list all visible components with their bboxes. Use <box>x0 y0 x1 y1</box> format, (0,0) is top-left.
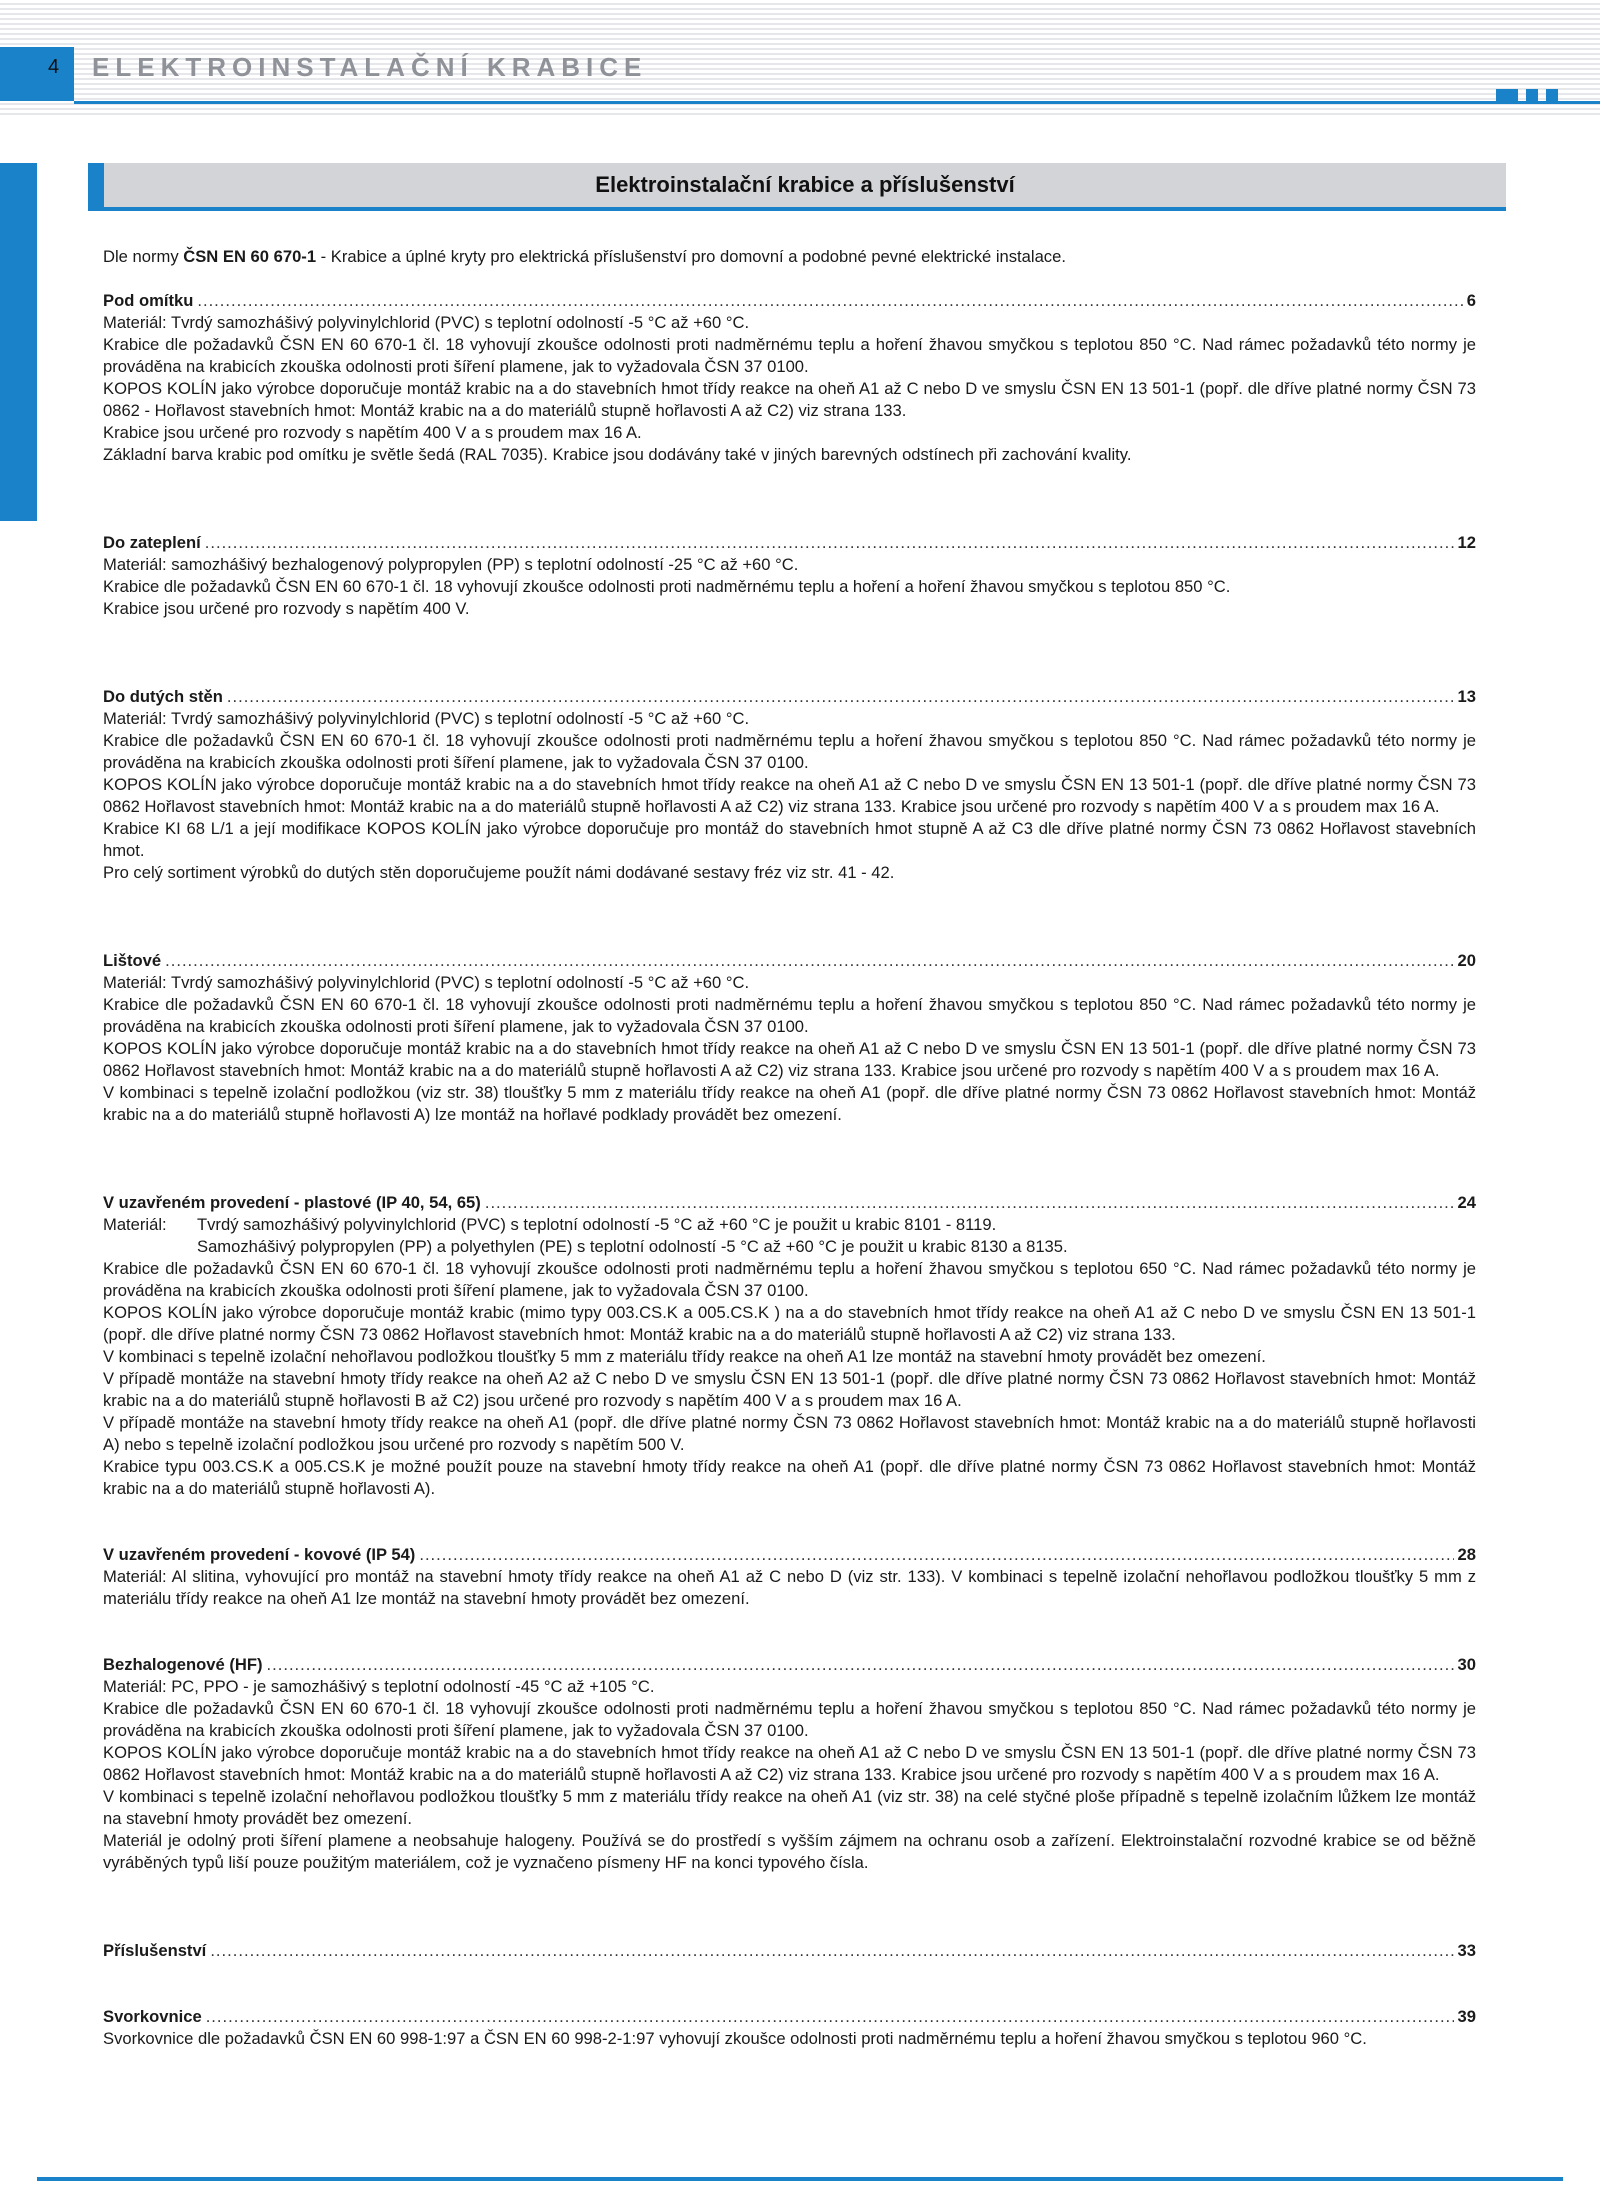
section-page-number: 30 <box>1457 1655 1476 1674</box>
section-heading: Do zateplení <box>103 533 201 552</box>
section-do-zatepleni <box>103 532 1476 620</box>
section-page-number: 13 <box>1457 687 1476 706</box>
toc-leader <box>267 1654 1454 1676</box>
section-line: Krabice typu 003.CS.K a 005.CS.K je možné použít pouze na stavební hmoty třídy reakce na oheň A1 (popř. dle dříve platné normy ČSN 73 0862 Hořlavost stavebních hmot: Montáž krabic na a do materiálů stupně hořlavosti A). <box>103 1457 1476 1498</box>
section-line: Základní barva krabic pod omítku je světle šedá (RAL 7035). Krabice jsou dodávány také v jiných barevných odstínech při zachování kvality. <box>103 445 1132 464</box>
section-heading: Do dutých stěn <box>103 687 223 706</box>
toc-leader <box>165 950 1453 972</box>
toc-entry <box>103 950 1476 972</box>
toc-entry <box>103 2006 1476 2028</box>
side-accent-bar <box>0 163 37 521</box>
section-heading: Svorkovnice <box>103 2007 202 2026</box>
section-line: V kombinaci s tepelně izolační podložkou (viz str. 38) tloušťky 5 mm z materiálu třídy reakce na oheň A1 (popř. dle dříve platné normy ČSN 73 0862 Hořlavost stavebních hmot: Montáž krabic na a do materiálů stupně hořlavosti A) lze montáž na hořlavé podklady provádět bez omezení. <box>103 1083 1476 1124</box>
section-line: KOPOS KOLÍN jako výrobce doporučuje montáž krabic (mimo typy 003.CS.K a 005.CS.K ) na a do stavebních hmot třídy reakce na oheň A1 až C nebo D ve smyslu ČSN EN 13 501-1 (popř. dle dříve platné normy ČSN 73 0862 Hořlavost stavebních hmot: Montáž krabic na a do materiálů stupně hořlavosti A až C2) viz strana 133. <box>103 1303 1476 1344</box>
section-line: V případě montáže na stavební hmoty třídy reakce na oheň A2 až C nebo D ve smyslu ČSN EN 13 501-1 (popř. dle dříve platné normy ČSN 73 0862 Hořlavost stavebních hmot: Montáž krabic na a do materiálů stupně hořlavosti B až C2) jsou určené pro rozvody s napětím 400 V a s proudem max 16 A. <box>103 1369 1476 1410</box>
section-page-number: 28 <box>1457 1545 1476 1564</box>
header-rule <box>74 101 1600 104</box>
toc-entry <box>103 532 1476 554</box>
page-number: 4 <box>48 56 60 78</box>
section-line: Krabice jsou určené pro rozvody s napětím 400 V a s proudem max 16 A. <box>103 423 642 442</box>
toc-leader <box>227 686 1454 708</box>
material-value: Tvrdý samozhášivý polyvinylchlorid (PVC) s teplotní odolností -5 °C až +60 °C je použit u krabic 8101 - 8119. <box>197 1215 997 1234</box>
section-line: Krabice jsou určené pro rozvody s napětím 400 V. <box>103 599 470 618</box>
section-line: V kombinaci s tepelně izolační nehořlavou podložkou tloušťky 5 mm z materiálu třídy reakce na oheň A1 (viz str. 38) na celé styčné ploše případně s tepelně izolačním lůžkem lze montáž na stavební hmoty provádět bez omezení. <box>103 1787 1476 1828</box>
section-title: Elektroinstalační krabice a příslušenství <box>88 163 1506 211</box>
section-svorkovnice <box>103 2006 1476 2050</box>
section-line: V kombinaci s tepelně izolační nehořlavou podložkou tloušťky 5 mm z materiálu třídy reakce na oheň A1 lze montáž na stavební hmoty provádět bez omezení. <box>103 1347 1266 1366</box>
section-line: Materiál je odolný proti šíření plamene a neobsahuje halogeny. Používá se do prostředí s vyšším zájmem na ochranu osob a zařízení. Elektroinstalační rozvodné krabice se od běžně vyráběných typů liší pouze použitým materiálem, což je vyznačeno písmeny HF na konci typového čísla. <box>103 1831 1476 1872</box>
section-line: Materiál: Tvrdý samozhášivý polyvinylchlorid (PVC) s teplotní odolností -5 °C až +60 °C. <box>103 313 750 332</box>
toc-entry <box>103 1940 1476 1962</box>
section-heading: V uzavřeném provedení - plastové (IP 40, 54, 65) <box>103 1193 481 1212</box>
toc-leader <box>197 290 1462 312</box>
toc-leader <box>205 532 1454 554</box>
section-line: Materiál: Al slitina, vyhovující pro montáž na stavební hmoty třídy reakce na oheň A1 až C nebo D (viz str. 133). V kombinaci s tepelně izolační nehořlavou podložkou tloušťky 5 mm z materiálu třídy reakce na oheň A1 lze montáž na stavební hmoty provádět bez omezení. <box>103 1567 1476 1608</box>
section-line: V případě montáže na stavební hmoty třídy reakce na oheň A1 (popř. dle dříve platné normy ČSN 73 0862 Hořlavost stavebních hmot: Montáž krabic na a do materiálů stupně hořlavosti A) nebo s tepelně izolační podložkou jsou určené pro rozvody s napětím 500 V. <box>103 1413 1476 1454</box>
material-row <box>103 1214 1476 1236</box>
intro-norm: ČSN EN 60 670-1 <box>183 247 317 266</box>
page-content <box>103 246 1476 2050</box>
section-heading: Bezhalogenové (HF) <box>103 1655 263 1674</box>
section-heading: Příslušenství <box>103 1941 207 1960</box>
section-do-dutych-sten <box>103 686 1476 884</box>
section-bezhalogenove <box>103 1654 1476 1874</box>
section-heading: V uzavřeném provedení - kovové (IP 54) <box>103 1545 416 1564</box>
section-page-number: 39 <box>1457 2007 1476 2026</box>
toc-entry <box>103 1654 1476 1676</box>
toc-leader <box>419 1544 1453 1566</box>
section-page-number: 12 <box>1457 533 1476 552</box>
section-line: Krabice dle požadavků ČSN EN 60 670-1 čl. 18 vyhovují zkoušce odolnosti proti nadměrnému teplu a hoření žhavou smyčkou s teplotou 850 °C. Nad rámec požadavků této normy je prováděna na krabicích zkouška odolnosti proti šíření plamene, jak to vyžadovala ČSN 37 0100. <box>103 995 1476 1036</box>
section-page-number: 33 <box>1457 1941 1476 1960</box>
section-pod-omitku <box>103 290 1476 466</box>
section-heading: Lištové <box>103 951 162 970</box>
toc-entry <box>103 1544 1476 1566</box>
section-page-number: 20 <box>1457 951 1476 970</box>
section-line: KOPOS KOLÍN jako výrobce doporučuje montáž krabic na a do stavebních hmot třídy reakce na oheň A1 až C nebo D ve smyslu ČSN EN 13 501-1 (popř. dle dříve platné normy ČSN 73 0862 Hořlavost stavebních hmot: Montáž krabic na a do materiálů stupně hořlavosti A až C2) viz strana 133. Krabice jsou určené pro rozvody s napětím 400 V a s proudem max 16 A. <box>103 1039 1476 1080</box>
toc-entry <box>103 1192 1476 1214</box>
section-line: KOPOS KOLÍN jako výrobce doporučuje montáž krabic na a do stavebních hmot třídy reakce na oheň A1 až C nebo D ve smyslu ČSN EN 13 501-1 (popř. dle dříve platné normy ČSN 73 0862 Hořlavost stavebních hmot: Montáž krabic na a do materiálů stupně hořlavosti A až C2) viz strana 133. Krabice jsou určené pro rozvody s napětím 400 V a s proudem max 16 A. <box>103 1743 1476 1784</box>
footer-rule <box>37 2177 1563 2181</box>
section-uzavrene-plastove <box>103 1192 1476 1500</box>
section-uzavrene-kovove <box>103 1544 1476 1610</box>
section-line: Pro celý sortiment výrobků do dutých stěn doporučujeme použít námi dodávané sestavy fréz viz str. 41 - 42. <box>103 863 895 882</box>
section-line: KOPOS KOLÍN jako výrobce doporučuje montáž krabic na a do stavebních hmot třídy reakce na oheň A1 až C nebo D ve smyslu ČSN EN 13 501-1 (popř. dle dříve platné normy ČSN 73 0862 Hořlavost stavebních hmot: Montáž krabic na a do materiálů stupně hořlavosti A až C2) viz strana 133. Krabice jsou určené pro rozvody s napětím 400 V a s proudem max 16 A. <box>103 775 1476 816</box>
section-listove <box>103 950 1476 1126</box>
intro-rest: - Krabice a úplné kryty pro elektrická příslušenství pro domovní a podobné pevné elektrické instalace. <box>316 247 1066 266</box>
section-line: KOPOS KOLÍN jako výrobce doporučuje montáž krabic na a do stavebních hmot třídy reakce na oheň A1 až C nebo D ve smyslu ČSN EN 13 501-1 (popř. dle dříve platné normy ČSN 73 0862 - Hořlavost stavebních hmot: Montáž krabic na a do materiálů stupně hořlavosti A až C2) viz strana 133. <box>103 379 1476 420</box>
header-title: ELEKTROINSTALAČNÍ KRABICE <box>92 52 648 82</box>
section-line: Krabice dle požadavků ČSN EN 60 670-1 čl. 18 vyhovují zkoušce odolnosti proti nadměrnému teplu a hoření a hoření žhavou smyčkou s teplotou 850 °C. <box>103 577 1231 596</box>
toc-leader <box>485 1192 1454 1214</box>
section-line: Krabice dle požadavků ČSN EN 60 670-1 čl. 18 vyhovují zkoušce odolnosti proti nadměrnému teplu a hoření žhavou smyčkou s teplotou 850 °C. Nad rámec požadavků této normy je prováděna na krabicích zkouška odolnosti proti šíření plamene, jak to vyžadovala ČSN 37 0100. <box>103 1699 1476 1740</box>
section-line: Svorkovnice dle požadavků ČSN EN 60 998-1:97 a ČSN EN 60 998-2-1:97 vyhovují zkoušce odolnosti proti nadměrnému teplu a hoření žhavou smyčkou s teplotou 960 °C. <box>103 2029 1367 2048</box>
section-line: Materiál: samozhášivý bezhalogenový polypropylen (PP) s teplotní odolností -25 °C až +60 °C. <box>103 555 799 574</box>
section-line: Krabice dle požadavků ČSN EN 60 670-1 čl. 18 vyhovují zkoušce odolnosti proti nadměrnému teplu a hoření žhavou smyčkou s teplotou 850 °C. Nad rámec požadavků této normy je prováděna na krabicích zkouška odolnosti proti šíření plamene, jak to vyžadovala ČSN 37 0100. <box>103 731 1476 772</box>
section-page-number: 24 <box>1457 1193 1476 1212</box>
section-prislusenstvi <box>103 1940 1476 1962</box>
section-line: Materiál: PC, PPO - je samozhášivý s teplotní odolností -45 °C až +105 °C. <box>103 1677 655 1696</box>
toc-leader <box>210 1940 1453 1962</box>
section-line: Krabice KI 68 L/1 a její modifikace KOPOS KOLÍN jako výrobce doporučuje pro montáž do stavebních hmot stupně A až C3 dle dříve platné normy ČSN 73 0862 Hořlavost stavebních hmot. <box>103 819 1476 860</box>
toc-leader <box>206 2006 1454 2028</box>
toc-entry <box>103 290 1476 312</box>
header-squares-decoration <box>1496 89 1558 101</box>
section-line: Materiál: Tvrdý samozhášivý polyvinylchlorid (PVC) s teplotní odolností -5 °C až +60 °C. <box>103 709 750 728</box>
section-line: Krabice dle požadavků ČSN EN 60 670-1 čl. 18 vyhovují zkoušce odolnosti proti nadměrnému teplu a hoření žhavou smyčkou s teplotou 650 °C. Nad rámec požadavků této normy je prováděna na krabicích zkouška odolnosti proti šíření plamene, jak to vyžadovala ČSN 37 0100. <box>103 1259 1476 1300</box>
toc-entry <box>103 686 1476 708</box>
section-heading: Pod omítku <box>103 291 194 310</box>
intro-paragraph <box>103 246 1476 268</box>
material-value-2: Samozhášivý polypropylen (PP) a polyethylen (PE) s teplotní odolností -5 °C až +60 °C je použit u krabic 8130 a 8135. <box>197 1237 1068 1256</box>
section-line: Krabice dle požadavků ČSN EN 60 670-1 čl. 18 vyhovují zkoušce odolnosti proti nadměrnému teplu a hoření žhavou smyčkou s teplotou 850 °C. Nad rámec požadavků této normy je prováděna na krabicích zkouška odolnosti proti šíření plamene, jak to vyžadovala ČSN 37 0100. <box>103 335 1476 376</box>
section-page-number: 6 <box>1466 291 1476 310</box>
section-line: Materiál: Tvrdý samozhášivý polyvinylchlorid (PVC) s teplotní odolností -5 °C až +60 °C. <box>103 973 750 992</box>
intro-prefix: Dle normy <box>103 247 184 266</box>
material-label: Materiál: <box>103 1215 167 1234</box>
